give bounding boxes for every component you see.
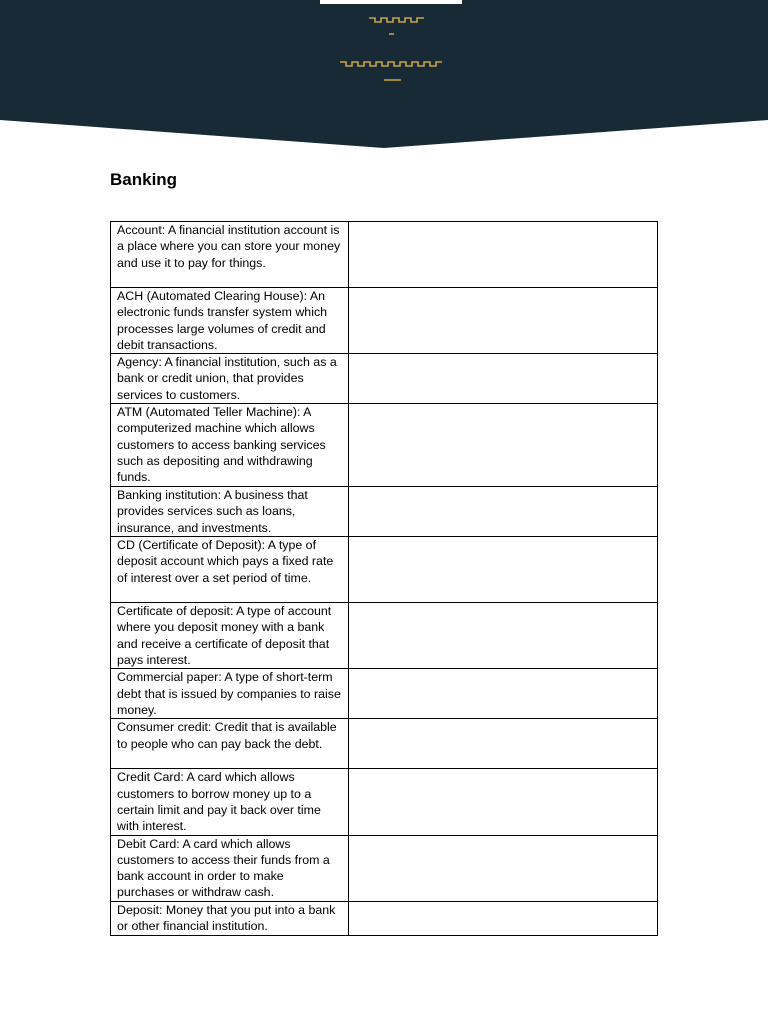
answer-cell[interactable] bbox=[349, 222, 658, 288]
term-cell: ATM (Automated Teller Machine): A computerized machine which allows customers to access banking services such as depositing and withdrawing funds. bbox=[111, 404, 349, 487]
page-title: Banking bbox=[110, 170, 178, 189]
table-row bbox=[111, 901, 658, 935]
header-shape bbox=[0, 0, 768, 148]
term-cell: Agency: A financial institution, such as a bank or credit union, that provides services to customers. bbox=[111, 354, 349, 404]
answer-cell[interactable] bbox=[349, 669, 658, 719]
term-cell: Commercial paper: A type of short-term debt that is issued by companies to raise money. bbox=[111, 669, 349, 719]
table-row bbox=[111, 404, 658, 487]
answer-cell[interactable] bbox=[349, 354, 658, 404]
term-cell: CD (Certificate of Deposit): A type of deposit account which pays a fixed rate of interest over a set period of time. bbox=[111, 537, 349, 603]
answer-cell[interactable] bbox=[349, 719, 658, 769]
table-row bbox=[111, 669, 658, 719]
answer-cell[interactable] bbox=[349, 603, 658, 669]
table-row bbox=[111, 537, 658, 603]
page-header bbox=[0, 0, 768, 150]
table-row bbox=[111, 719, 658, 769]
term-cell: Credit Card: A card which allows customers to borrow money up to a certain limit and pay it back over time with interest. bbox=[111, 769, 349, 835]
term-cell: Consumer credit: Credit that is available to people who can pay back the debt. bbox=[111, 719, 349, 769]
answer-cell[interactable] bbox=[349, 487, 658, 537]
term-cell: ACH (Automated Clearing House): An electronic funds transfer system which processes large volumes of credit and debit transactions. bbox=[111, 288, 349, 354]
term-cell: Deposit: Money that you put into a bank or other financial institution. bbox=[111, 901, 349, 935]
table-row bbox=[111, 288, 658, 354]
term-cell: Certificate of deposit: A type of account where you deposit money with a bank and receive a certificate of deposit that pays interest. bbox=[111, 603, 349, 669]
table-row bbox=[111, 354, 658, 404]
table-row bbox=[111, 603, 658, 669]
term-cell: Banking institution: A business that provides services such as loans, insurance, and investments. bbox=[111, 487, 349, 537]
table-row bbox=[111, 769, 658, 835]
answer-cell[interactable] bbox=[349, 835, 658, 901]
table-row bbox=[111, 222, 658, 288]
answer-cell[interactable] bbox=[349, 537, 658, 603]
answer-cell[interactable] bbox=[349, 901, 658, 935]
table-row bbox=[111, 835, 658, 901]
answer-cell[interactable] bbox=[349, 404, 658, 487]
answer-cell[interactable] bbox=[349, 769, 658, 835]
terms-table bbox=[110, 221, 658, 936]
table-row bbox=[111, 487, 658, 537]
answer-cell[interactable] bbox=[349, 288, 658, 354]
term-cell: Account: A financial institution account is a place where you can store your money and use it to pay for things. bbox=[111, 222, 349, 288]
term-cell: Debit Card: A card which allows customers to access their funds from a bank account in order to make purchases or withdraw cash. bbox=[111, 835, 349, 901]
header-banner bbox=[0, 0, 768, 150]
